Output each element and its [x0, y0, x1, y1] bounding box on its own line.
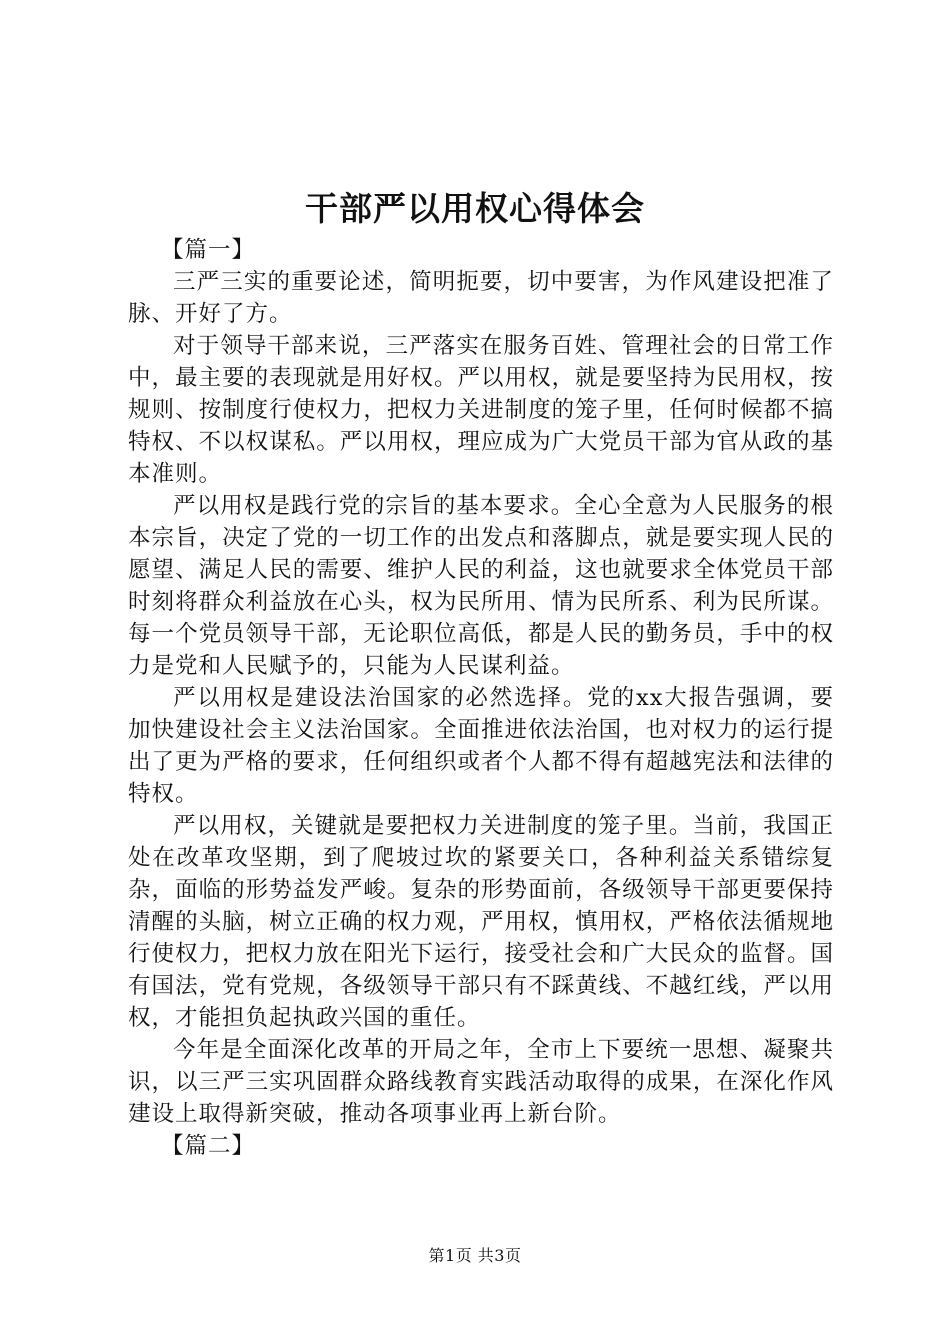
section-heading: 【篇一】 [161, 237, 256, 263]
page-number-footer: 第1页 共3页 [428, 1246, 522, 1265]
paragraph: 今年是全面深化改革的开局之年，全市上下要统一思想、凝聚共识，以三严三实巩固群众路线教育实践活动取得的成果，在深化作风建设上取得新突破，推动各项事业再上新台阶。 [128, 1037, 834, 1127]
paragraph: 三严三实的重要论述，简明扼要，切中要害，为作风建设把准了脉、开好了方。 [128, 269, 834, 327]
paragraph: 严以用权是建设法治国家的必然选择。党的xx大报告强调，要加快建设社会主义法治国家。全面推进依法治国，也对权力的运行提出了更为严格的要求，任何组织或者个人都不得有超越宪法和法律的特权。 [128, 685, 834, 807]
paragraph: 对于领导干部来说，三严落实在服务百姓、管理社会的日常工作中，最主要的表现就是用好权。严以用权，就是要坚持为民用权，按规则、按制度行使权力，把权力关进制度的笼子里，任何时候都不搞特权、不以权谋私。严以用权，理应成为广大党员干部为官从政的基本准则。 [128, 333, 834, 487]
paragraph: 严以用权，关键就是要把权力关进制度的笼子里。当前，我国正处在改革攻坚期，到了爬坡过坎的紧要关口，各种利益关系错综复杂，面临的形势益发严峻。复杂的形势面前，各级领导干部更要保持清醒的头脑，树立正确的权力观，严用权，慎用权，严格依法循规地行使权力，把权力放在阳光下运行，接受社会和广大民众的监督。国有国法，党有党规，各级领导干部只有不踩黄线、不越红线，严以用权，才能担负起执政兴国的重任。 [128, 813, 834, 1031]
paragraph: 严以用权是践行党的宗旨的基本要求。全心全意为人民服务的根本宗旨，决定了党的一切工作的出发点和落脚点，就是要实现人民的愿望、满足人民的需要、维护人民的利益，这也就要求全体党员干部时刻将群众利益放在心头，权为民所用、情为民所系、利为民所谋。每一个党员领导干部，无论职位高低，都是人民的勤务员，手中的权力是党和人民赋予的，只能为人民谋利益。 [128, 493, 834, 679]
document-title: 干部严以用权心得体会 [305, 189, 645, 228]
document-body [128, 234, 834, 1162]
section-heading: 【篇二】 [161, 1133, 256, 1159]
